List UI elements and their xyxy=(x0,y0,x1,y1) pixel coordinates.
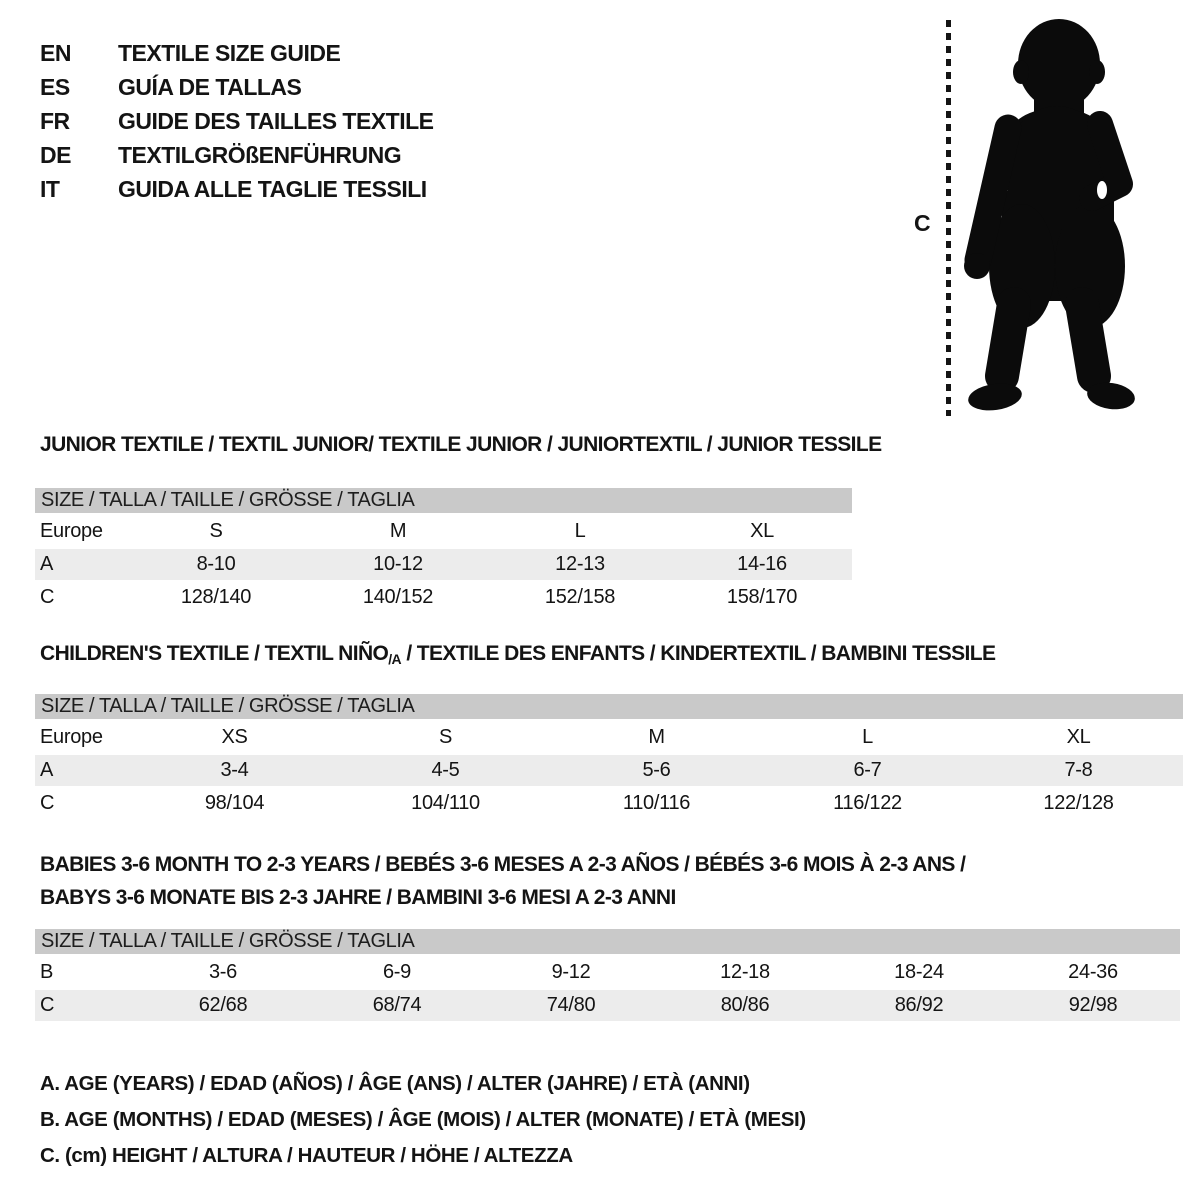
babies-heading-line1: BABIES 3-6 MONTH TO 2-3 YEARS / BEBÉS 3-6 MESES A 2-3 AÑOS / BÉBÉS 3-6 MOIS À 2-3 ANS / xyxy=(40,853,966,876)
language-code: FR xyxy=(40,107,70,134)
table-row-age-months xyxy=(35,957,1180,990)
age-cell: 8-10 xyxy=(196,553,236,575)
row-label: Europe xyxy=(40,520,103,542)
age-cell: 6-9 xyxy=(382,961,411,983)
age-cell: 3-6 xyxy=(208,961,237,983)
height-cell: 128/140 xyxy=(180,586,252,608)
age-cell: 3-4 xyxy=(220,759,249,781)
age-cell: 12-18 xyxy=(720,961,770,983)
language-title: GUIDE DES TAILLES TEXTILE xyxy=(118,107,434,134)
language-row-en xyxy=(40,36,434,70)
children-heading-text: / TEXTILE DES ENFANTS / KINDERTEXTIL / BAMBINI TESSILE xyxy=(401,642,996,665)
height-cell: 62/68 xyxy=(198,994,248,1016)
height-cell: 98/104 xyxy=(204,792,265,814)
size-cell: XL xyxy=(1066,726,1091,748)
babies-size-table xyxy=(35,929,1180,1023)
height-dashed-line xyxy=(946,20,951,416)
language-code: DE xyxy=(40,141,71,168)
table-row-height xyxy=(35,582,852,615)
baby-silhouette-icon xyxy=(962,16,1147,418)
junior-size-table xyxy=(35,488,852,615)
language-row-it xyxy=(40,172,434,206)
table-row-age xyxy=(35,549,852,582)
size-cell: XS xyxy=(221,726,248,748)
height-measure-label: C xyxy=(914,210,931,236)
height-cell: 140/152 xyxy=(362,586,434,608)
height-cell: 86/92 xyxy=(894,994,944,1016)
row-label: C xyxy=(40,994,55,1016)
size-cell: M xyxy=(389,520,407,542)
language-title: GUIDA ALLE TAGLIE TESSILI xyxy=(118,175,427,202)
row-label: C xyxy=(40,792,55,814)
row-label: A xyxy=(40,759,54,781)
babies-heading-line2: BABYS 3-6 MONATE BIS 2-3 JAHRE / BAMBINI 3-6 MESI A 2-3 ANNI xyxy=(40,886,676,909)
language-title: TEXTILE SIZE GUIDE xyxy=(118,39,341,66)
height-cell: 110/116 xyxy=(622,792,691,814)
language-row-fr xyxy=(40,104,434,138)
height-cell: 116/122 xyxy=(833,792,902,814)
language-row-de xyxy=(40,138,434,172)
height-cell: 80/86 xyxy=(720,994,770,1016)
language-code: EN xyxy=(40,39,71,66)
language-title: GUÍA DE TALLAS xyxy=(118,73,302,100)
table-row-europe xyxy=(35,722,1183,755)
age-cell: 5-6 xyxy=(642,759,671,781)
table-row-height xyxy=(35,990,1180,1023)
size-cell: L xyxy=(862,726,873,748)
height-cell: 74/80 xyxy=(546,994,596,1016)
age-cell: 14-16 xyxy=(737,553,787,575)
babies-section-heading xyxy=(40,848,965,914)
language-list xyxy=(40,36,434,206)
age-cell: 18-24 xyxy=(894,961,944,983)
size-cell: S xyxy=(438,726,453,748)
children-section-heading xyxy=(40,642,995,667)
height-cell: 104/110 xyxy=(411,792,480,814)
children-heading-sub: /A xyxy=(388,651,402,667)
row-label: C xyxy=(40,586,55,608)
table-header-bar: SIZE / TALLA / TAILLE / GRÖSSE / TAGLIA xyxy=(35,694,1183,719)
age-cell: 9-12 xyxy=(551,961,591,983)
size-cell: S xyxy=(209,520,223,542)
language-row-es xyxy=(40,70,434,104)
table-header-bar: SIZE / TALLA / TAILLE / GRÖSSE / TAGLIA xyxy=(35,488,852,513)
age-cell: 4-5 xyxy=(431,759,460,781)
legend-line-age-years: A. AGE (YEARS) / EDAD (AÑOS) / ÂGE (ANS) / ALTER (JAHRE) / ETÀ (ANNI) xyxy=(40,1072,750,1095)
row-label: A xyxy=(40,553,54,575)
legend-line-height: C. (cm) HEIGHT / ALTURA / HAUTEUR / HÖHE / ALTEZZA xyxy=(40,1144,573,1167)
language-code: ES xyxy=(40,73,70,100)
size-cell: M xyxy=(648,726,665,748)
height-cell: 122/128 xyxy=(1043,792,1114,814)
age-cell: 12-13 xyxy=(555,553,605,575)
junior-section-heading: JUNIOR TEXTILE / TEXTIL JUNIOR/ TEXTILE JUNIOR / JUNIORTEXTIL / JUNIOR TESSILE xyxy=(40,433,882,456)
size-cell: L xyxy=(574,520,586,542)
row-label: Europe xyxy=(40,726,103,748)
language-title: TEXTILGRÖßENFÜHRUNG xyxy=(118,141,402,168)
table-row-age xyxy=(35,755,1183,788)
age-cell: 7-8 xyxy=(1064,759,1093,781)
size-cell: XL xyxy=(750,520,774,542)
table-header-bar: SIZE / TALLA / TAILLE / GRÖSSE / TAGLIA xyxy=(35,929,1180,954)
legend-line-age-months: B. AGE (MONTHS) / EDAD (MESES) / ÂGE (MOIS) / ALTER (MONATE) / ETÀ (MESI) xyxy=(40,1108,806,1131)
height-cell: 152/158 xyxy=(544,586,616,608)
age-cell: 24-36 xyxy=(1068,961,1118,983)
children-size-table xyxy=(35,694,1183,821)
height-cell: 158/170 xyxy=(726,586,798,608)
language-code: IT xyxy=(40,175,60,202)
age-cell: 10-12 xyxy=(373,553,423,575)
row-label: B xyxy=(40,961,54,983)
legend xyxy=(40,1066,806,1174)
height-cell: 92/98 xyxy=(1068,994,1118,1016)
height-cell: 68/74 xyxy=(372,994,422,1016)
children-heading-text: CHILDREN'S TEXTILE / TEXTIL NIÑO xyxy=(40,642,389,665)
age-cell: 6-7 xyxy=(853,759,882,781)
table-row-europe xyxy=(35,516,852,549)
table-row-height xyxy=(35,788,1183,821)
